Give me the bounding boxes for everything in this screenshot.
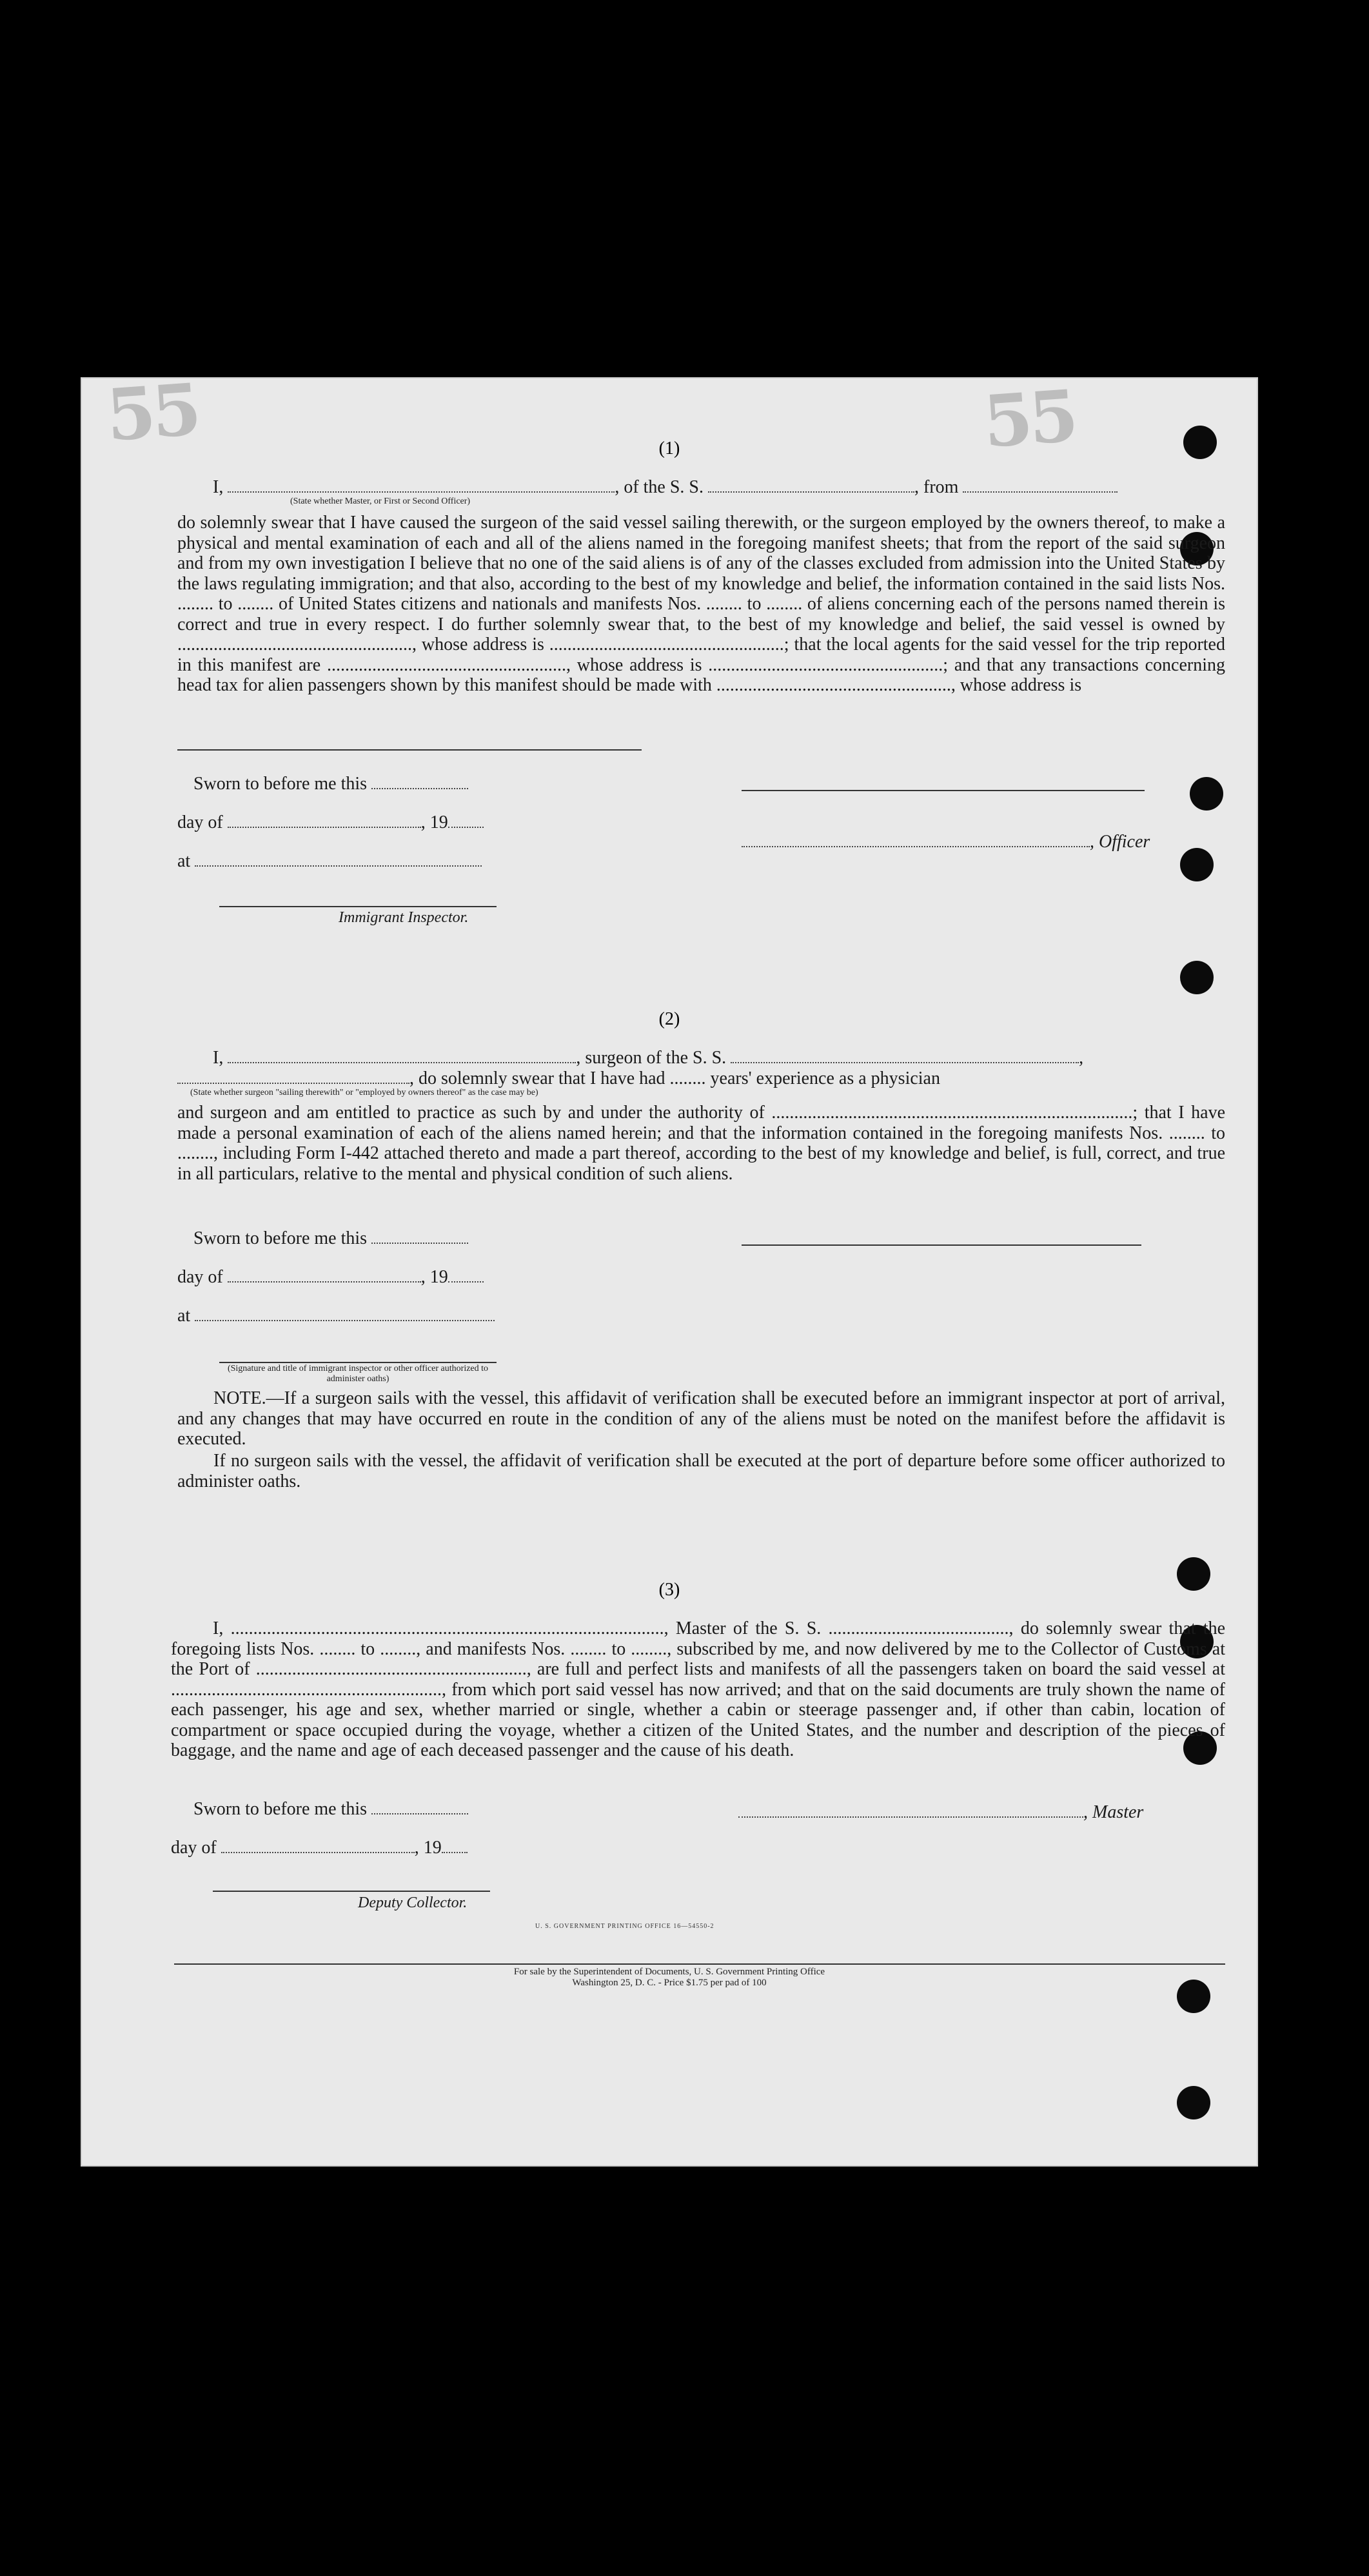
binder-hole bbox=[1180, 848, 1214, 881]
section-1-day-of: day of , 19 bbox=[177, 812, 484, 832]
section-1-first-line: I, , of the S. S. , from bbox=[213, 477, 1118, 497]
officer-signature-line bbox=[742, 790, 1145, 791]
section-2-day-of: day of , 19 bbox=[177, 1267, 484, 1287]
section-1-officer: , Officer bbox=[742, 832, 1150, 852]
section-1-oath-text: do solemnly swear that I have caused the surgeon of the said vessel sailing therewith, or the surgeon employed by the owners thereof, to make a physical and mental examination of each and all of the aliens named in the foregoing manifest sheets; that from the report of the said surgeon and from my own investigation I believe that no one of the said aliens is of any of the classes excluded from admission into the United States by the laws regulating immigration; and that also, according to the best of my knowledge and belief, the information contained in the said lists Nos. ........ to ........ of United States citizens and nationals and manifests Nos. ........ to ........ of aliens concerning each of the persons named therein is correct and true in every respect. I do further solemnly swear that, to the best of my knowledge and belief, the said vessel is owned by ...................................................., whose address is ....................................................; that the local agents for the said vessel for the trip reported in this manifest are ....................................................., whose address is ....................................................; and that any transactions concerning head tax for alien passengers shown by this manifest should be made with ...................................................., whose address is bbox=[177, 513, 1225, 695]
gpo-print-line: U. S. GOVERNMENT PRINTING OFFICE 16—54550-2 bbox=[535, 1923, 714, 1930]
section-2-at: at bbox=[177, 1306, 495, 1326]
page-number-stamp-left: 55 bbox=[103, 368, 201, 457]
page-number-stamp-right: 55 bbox=[980, 374, 1078, 464]
section-2-note: NOTE.—If a surgeon sails with the vessel, this affidavit of verification shall be executed before an immigrant inspector at port of arrival, and any changes that may have occurred en route in the condition of any of the aliens must be noted on the manifest before the affidavit is executed. bbox=[177, 1388, 1225, 1449]
deputy-collector-label: Deputy Collector. bbox=[358, 1894, 468, 1911]
immigrant-inspector-label: Immigrant Inspector. bbox=[339, 909, 469, 926]
section-2-inspector-signature-line bbox=[219, 1362, 497, 1363]
section-2-second-line: , do solemnly swear that I have had ........ years' experience as a physician bbox=[177, 1068, 940, 1088]
footer-divider bbox=[174, 1963, 1225, 1965]
section-2-surgeon-note: (State whether surgeon "sailing therewith" or "employed by owners thereof" as the case may be) bbox=[190, 1088, 538, 1097]
section-2-oath-text: and surgeon and am entitled to practice as such by and under the authority of ................................................................................; that I have made a personal examination of each of the aliens named herein; and that the information contained in the foregoing manifests Nos. ........ to ........, including Form I-442 attached thereto and made a part thereof, according to the best of my knowledge and belief, is full, correct, and true in all particulars, relative to the mental and physical condition of such aliens. bbox=[177, 1103, 1225, 1184]
section-2-sworn: Sworn to before me this bbox=[193, 1228, 468, 1248]
section-1-divider-line bbox=[177, 749, 642, 751]
section-2-first-line: I, , surgeon of the S. S. , bbox=[213, 1048, 1084, 1068]
form-page bbox=[81, 368, 1258, 2167]
section-2-number: (2) bbox=[658, 1009, 680, 1029]
section-3-sworn: Sworn to before me this bbox=[193, 1799, 468, 1819]
section-1-at: at bbox=[177, 851, 482, 871]
section-1-sworn: Sworn to before me this bbox=[193, 774, 468, 794]
deputy-collector-signature-line bbox=[213, 1891, 490, 1892]
binder-hole bbox=[1177, 2086, 1210, 2119]
section-3-number: (3) bbox=[658, 1580, 680, 1600]
section-3-master: , Master bbox=[738, 1802, 1143, 1822]
section-1-officer-note: (State whether Master, or First or Second Officer) bbox=[290, 497, 471, 506]
inspector-signature-line bbox=[219, 906, 497, 907]
binder-hole bbox=[1180, 961, 1214, 994]
section-3-oath-text: I, ................................................................................................, Master of the S. S. ........................................, do solemnly swear that the foregoing lists Nos. ........ to ........, and manifests Nos. ........ to ........, subscribed by me, and now delivered by me to the Collector of Customs at the Port of ............................................................, are full and perfect lists and manifests of all the passengers taken on board the said vessel at ............................................................, from which port said vessel has now arrived; and that on the said documents are truly shown the name of each passenger, his age and sex, whether married or single, whether a cabin or steerage passenger and, if other than cabin, location of compartment or space occupied during the voyage, whether a citizen of the United States, and the number and description of the pieces of baggage, and the name and age of each deceased passenger and the cause of his death. bbox=[171, 1618, 1225, 1760]
section-1-number: (1) bbox=[658, 438, 680, 458]
footer-line-1: For sale by the Superintendent of Documents, U. S. Government Printing Office bbox=[513, 1967, 825, 1977]
footer-line-2: Washington 25, D. C. - Price $1.75 per pad of 100 bbox=[572, 1978, 767, 1988]
binder-hole bbox=[1190, 777, 1223, 811]
surgeon-signature-line bbox=[742, 1244, 1141, 1246]
section-2-note-continued: If no surgeon sails with the vessel, the affidavit of verification shall be executed at the port of departure before some officer authorized to administer oaths. bbox=[177, 1451, 1225, 1491]
section-2-signature-caption: (Signature and title of immigrant inspector or other officer authorized to administer oaths) bbox=[227, 1364, 489, 1384]
section-3-day-of: day of , 19 bbox=[171, 1838, 468, 1858]
footer-sale-info bbox=[81, 1967, 1258, 1989]
